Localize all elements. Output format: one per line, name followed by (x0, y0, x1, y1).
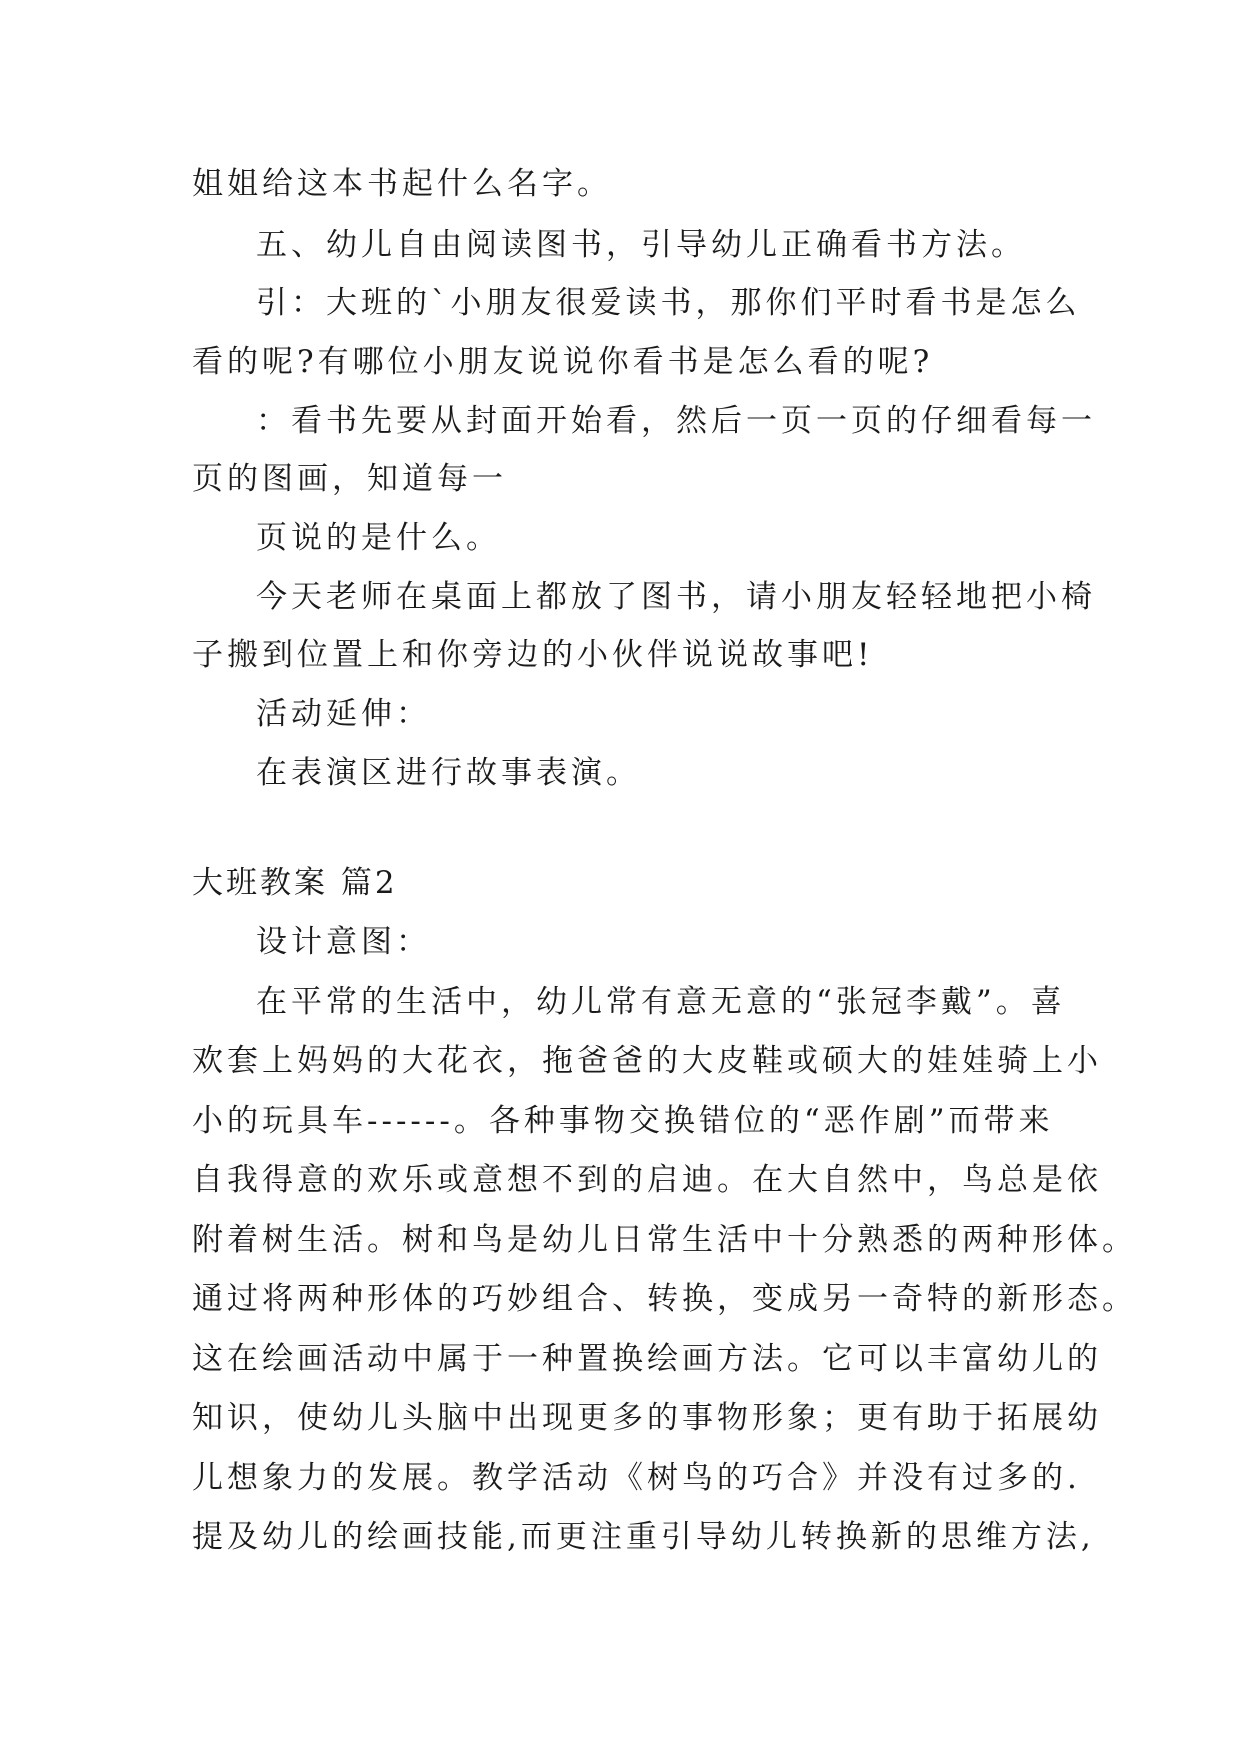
paragraph-line: ：看书先要从封面开始看，然后一页一页的仔细看每一 (256, 403, 1096, 439)
paragraph-line: 在平常的生活中，幼儿常有意无意的“张冠李戴”。喜 (256, 984, 1066, 1020)
paragraph-line: 欢套上妈妈的大花衣，拖爸爸的大皮鞋或硕大的娃娃骑上小 (192, 1043, 1102, 1079)
paragraph-line: 引：大班的`小朋友很爱读书，那你们平时看书是怎么 (256, 285, 1081, 321)
section-heading: 大班教案 篇2 (192, 865, 398, 901)
paragraph-line: 在表演区进行故事表演。 (256, 755, 641, 791)
paragraph-line: 姐姐给这本书起什么名字。 (192, 166, 612, 202)
paragraph-line: 自我得意的欢乐或意想不到的启迪。在大自然中，鸟总是依 (192, 1162, 1102, 1198)
paragraph-line: 今天老师在桌面上都放了图书，请小朋友轻轻地把小椅 (256, 579, 1096, 615)
paragraph-line: 这在绘画活动中属于一种置换绘画方法。它可以丰富幼儿的 (192, 1341, 1102, 1377)
paragraph-line: 通过将两种形体的巧妙组合、转换，变成另一奇特的新形态。 (192, 1281, 1137, 1317)
paragraph-line: 活动延伸： (256, 696, 431, 732)
paragraph-line: 知识，使幼儿头脑中出现更多的事物形象；更有助于拓展幼 (192, 1400, 1102, 1436)
paragraph-line: 附着树生活。树和鸟是幼儿日常生活中十分熟悉的两种形体。 (192, 1222, 1137, 1258)
paragraph-line: 子搬到位置上和你旁边的小伙伴说说故事吧! (192, 637, 874, 673)
paragraph-line: 儿想象力的发展。教学活动《树鸟的巧合》并没有过多的. (192, 1460, 1081, 1496)
paragraph-line: 小的玩具车------。各种事物交换错位的“恶作剧”而带来 (192, 1103, 1054, 1139)
paragraph-line: 设计意图： (256, 924, 431, 960)
paragraph-line: 页说的是什么。 (256, 520, 501, 556)
paragraph-line: 看的呢?有哪位小朋友说说你看书是怎么看的呢? (192, 344, 934, 380)
paragraph-line: 提及幼儿的绘画技能,而更注重引导幼儿转换新的思维方法, (192, 1519, 1095, 1555)
paragraph-line: 五、幼儿自由阅读图书，引导幼儿正确看书方法。 (256, 227, 1026, 263)
paragraph-line: 页的图画，知道每一 (192, 461, 507, 497)
